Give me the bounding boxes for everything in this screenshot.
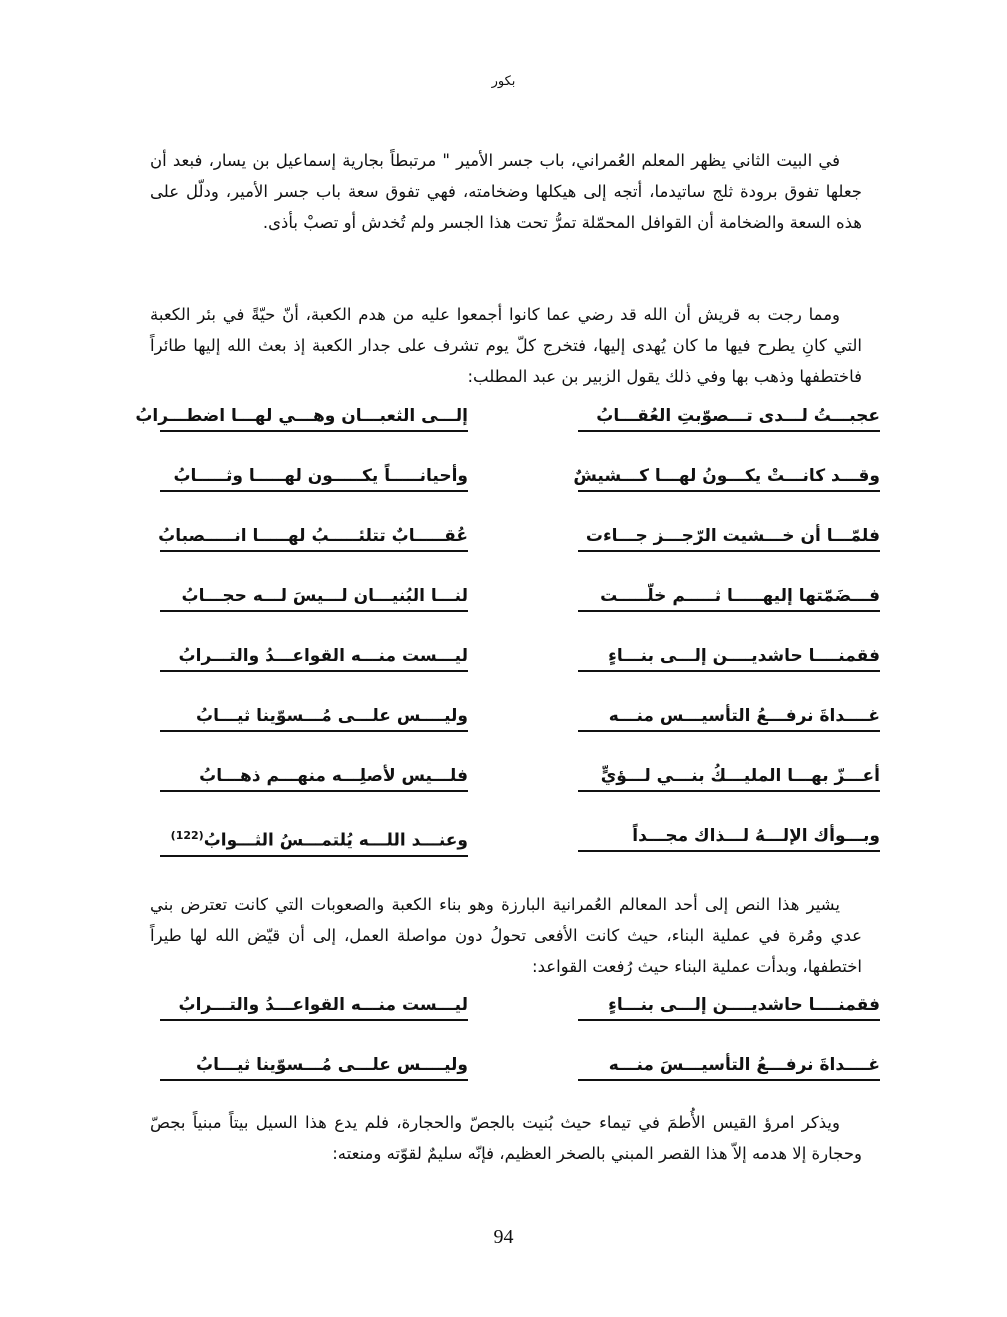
verse-second-hemistich: وأحيانـــــاً يكـــــون لهـــــا وثـــــابُ [160, 465, 468, 492]
verse-first-hemistich: فلمّـــا أن خـــشيت الرّجـــز جـــاءت [578, 525, 880, 552]
verse-first-hemistich: فـــضَمّتها إليهـــــا ثـــــم خلّـــــت [578, 585, 880, 612]
paragraph-4 [150, 1107, 862, 1169]
verse-line [150, 465, 880, 525]
page-number: 94 [493, 1226, 514, 1248]
verse-line [150, 765, 880, 825]
verse-text: وعنـــد اللـــه يُلتمـــسُ الثـــوابُ [203, 830, 468, 851]
verse-line [150, 825, 880, 885]
paragraph-3 [150, 889, 862, 982]
verse-second-hemistich: عُقـــــابٌ تتلئـــــبُ لهـــــا انـــــصبابُ [160, 525, 468, 552]
verse-second-hemistich: إلـــى الثعبـــان وهـــي لهـــا اضطـــرابُ [160, 405, 468, 432]
footnote-marker: (122) [170, 829, 204, 842]
paragraph-2 [150, 299, 862, 392]
verse-line [150, 645, 880, 705]
verse-second-hemistich: ليـــست منـــه القواعـــدُ والتـــرابُ [160, 994, 468, 1021]
verse-first-hemistich: غــــداةَ نرفـــعُ التأسيـــس منـــه [578, 705, 880, 732]
verse-line [135, 405, 880, 465]
verse-second-hemistich [160, 825, 468, 857]
paragraph-text: في البيت الثاني يظهر المعلم العُمراني، باب جسر الأمير " مرتبطاً بجارية إسماعيل بن يسار، فبعد أن جعلها تفوق برودة ثلج ساتيدما، أتجه إلى هيكلها وضخامته، فهي تفوق سعة باب جسر الأمير، ودلّل على هذه السعة والضخامة أن القوافل المحمّلة تمرُّ تحت هذا الجسر ولم تُخدش أو تصبْ بأذى. [150, 151, 862, 232]
verse-line [150, 1054, 880, 1114]
verse-first-hemistich: فقمنــــا حاشديــــن إلـــى بنـــاءٍ [578, 645, 880, 672]
verse-line [150, 525, 880, 585]
verse-second-hemistich: لنـــا البُنيـــان لـــيسَ لـــه حجـــابُ [160, 585, 468, 612]
verse-first-hemistich: فقمنــــا حاشديــــن إلـــى بنـــاءٍ [578, 994, 880, 1021]
verse-line [150, 994, 880, 1054]
verse-first-hemistich: وقـــد كانـــتْ يكـــونُ لهـــا كـــشيشٌ [578, 465, 880, 492]
verse-first-hemistich: غــــداةَ نرفـــعُ التأسيـــسَ منـــه [578, 1054, 880, 1081]
paragraph-1 [150, 145, 862, 238]
verse-second-hemistich: فلـــيس لأصلِـــه منهـــم ذهـــابُ [160, 765, 468, 792]
verse-line [150, 705, 880, 765]
paragraph-text: ويذكر امرؤ القيس الأُطمَ في تيماء حيث بُنيت بالجصّ والحجارة، فلم يدع هذا السيل بيتاً مبنياً بجصّ وحجارة إلا هدمه إلاّ هذا القصر المبني بالصخر العظيم، فإنّه سليمٌ لقوّته ومنعته: [150, 1113, 862, 1163]
poem-2 [150, 994, 880, 1114]
paragraph-text: يشير هذا النص إلى أحد المعالم العُمرانية البارزة وهو بناء الكعبة والصعوبات التي كانت تعترض بني عدي ومُرة في عملية البناء، حيث كانت الأفعى تحولُ دون مواصلة العمل، إلى أن قيّض الله لها طيراً اختطفها، وبدأت عملية البناء حيث رُفعت القواعد: [150, 895, 862, 976]
verse-first-hemistich: وبـــوأك الإلـــهُ لـــذاك مجـــداً [578, 825, 880, 852]
running-header: بكور [491, 74, 516, 89]
verse-line [150, 585, 880, 645]
verse-first-hemistich: عجبـــتُ لـــدى تـــصوّبتِ العُقـــابُ [578, 405, 880, 432]
verse-second-hemistich: وليــــس علـــى مُـــسوّينا ثيـــابُ [160, 705, 468, 732]
verse-first-hemistich: أعـــزّ بهـــا المليـــكُ بنـــي لـــؤيٍّ [578, 765, 880, 792]
verse-second-hemistich: ليـــست منـــه القواعـــدُ والتـــرابُ [160, 645, 468, 672]
paragraph-text: ومما رجت به قريش أن الله قد رضي عما كانوا أجمعوا عليه من هدم الكعبة، أنّ حيّةً في بئر الكعبة التي كانِ يطرح فيها ما كان يُهدى إليها، فتخرج كلّ يوم تشرف على جدار الكعبة إذ بعث الله إليها طائراً فاختطفها وذهب بها وفي ذلك يقول الزبير بن عبد المطلب: [150, 305, 862, 386]
poem-1 [135, 405, 880, 885]
verse-second-hemistich: وليــــس علـــى مُـــسوّينا ثيـــابُ [160, 1054, 468, 1081]
